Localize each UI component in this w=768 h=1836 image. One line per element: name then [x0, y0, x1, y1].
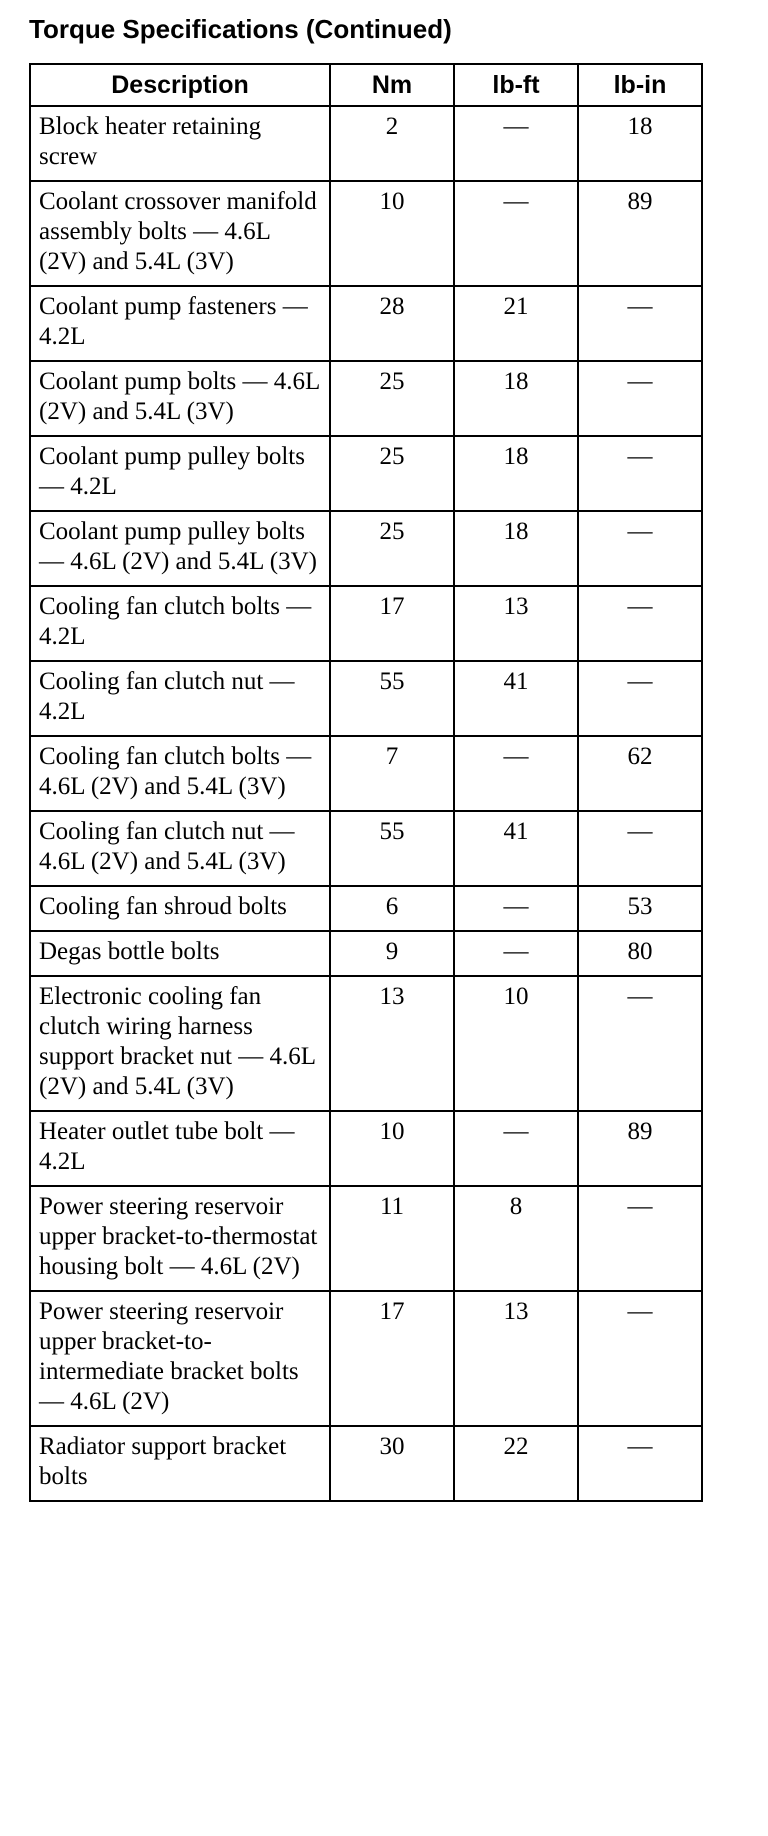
cell-lbft: 13: [454, 1291, 578, 1426]
cell-nm: 55: [330, 661, 454, 736]
cell-nm: 11: [330, 1186, 454, 1291]
table-row: [30, 1111, 702, 1186]
cell-lbft: —: [454, 886, 578, 931]
cell-lbft: 18: [454, 361, 578, 436]
cell-nm: 17: [330, 586, 454, 661]
cell-lbin: —: [578, 436, 702, 511]
cell-description: Coolant pump pulley bolts — 4.2L: [30, 436, 330, 511]
cell-lbft: —: [454, 181, 578, 286]
cell-nm: 25: [330, 361, 454, 436]
cell-lbft: 8: [454, 1186, 578, 1291]
torque-spec-table: [29, 63, 703, 1502]
cell-lbin: 80: [578, 931, 702, 976]
table-header-row: [30, 64, 702, 106]
cell-nm: 28: [330, 286, 454, 361]
cell-nm: 9: [330, 931, 454, 976]
cell-nm: 30: [330, 1426, 454, 1501]
cell-description: Coolant pump fasteners — 4.2L: [30, 286, 330, 361]
cell-description: Power steering reservoir upper bracket-to-intermediate bracket bolts — 4.6L (2V): [30, 1291, 330, 1426]
cell-description: Coolant pump bolts — 4.6L (2V) and 5.4L (3V): [30, 361, 330, 436]
cell-lbft: —: [454, 736, 578, 811]
cell-nm: 10: [330, 181, 454, 286]
cell-description: Power steering reservoir upper bracket-to-thermostat housing bolt — 4.6L (2V): [30, 1186, 330, 1291]
cell-lbin: 89: [578, 1111, 702, 1186]
table-row: [30, 811, 702, 886]
table-row: [30, 436, 702, 511]
cell-lbin: —: [578, 661, 702, 736]
cell-description: Cooling fan clutch nut — 4.2L: [30, 661, 330, 736]
cell-description: Cooling fan clutch bolts — 4.2L: [30, 586, 330, 661]
cell-lbin: —: [578, 1291, 702, 1426]
cell-lbin: —: [578, 511, 702, 586]
cell-lbft: —: [454, 106, 578, 181]
cell-nm: 10: [330, 1111, 454, 1186]
cell-description: Cooling fan clutch bolts — 4.6L (2V) and 5.4L (3V): [30, 736, 330, 811]
cell-lbft: 41: [454, 811, 578, 886]
cell-nm: 25: [330, 511, 454, 586]
table-row: [30, 586, 702, 661]
table-row: [30, 1426, 702, 1501]
table-row: [30, 976, 702, 1111]
cell-description: Heater outlet tube bolt — 4.2L: [30, 1111, 330, 1186]
table-row: [30, 736, 702, 811]
cell-nm: 7: [330, 736, 454, 811]
header-description: Description: [30, 64, 330, 106]
cell-nm: 6: [330, 886, 454, 931]
header-nm: Nm: [330, 64, 454, 106]
cell-description: Block heater retaining screw: [30, 106, 330, 181]
cell-description: Coolant pump pulley bolts — 4.6L (2V) and 5.4L (3V): [30, 511, 330, 586]
table-row: [30, 1186, 702, 1291]
table-row: [30, 511, 702, 586]
table-row: [30, 661, 702, 736]
cell-nm: 55: [330, 811, 454, 886]
table-row: [30, 1291, 702, 1426]
header-lbin: lb-in: [578, 64, 702, 106]
cell-lbin: 53: [578, 886, 702, 931]
table-row: [30, 181, 702, 286]
cell-lbft: 10: [454, 976, 578, 1111]
cell-lbft: —: [454, 1111, 578, 1186]
table-row: [30, 286, 702, 361]
cell-lbft: 18: [454, 511, 578, 586]
table-row: [30, 106, 702, 181]
page-title: Torque Specifications (Continued): [29, 14, 452, 44]
cell-description: Cooling fan shroud bolts: [30, 886, 330, 931]
table-row: [30, 931, 702, 976]
table-body: [30, 106, 702, 1501]
cell-lbin: 89: [578, 181, 702, 286]
cell-lbin: —: [578, 586, 702, 661]
cell-nm: 2: [330, 106, 454, 181]
cell-description: Degas bottle bolts: [30, 931, 330, 976]
cell-lbin: —: [578, 811, 702, 886]
cell-lbin: —: [578, 976, 702, 1111]
cell-lbin: —: [578, 361, 702, 436]
cell-lbft: 21: [454, 286, 578, 361]
cell-lbin: —: [578, 1186, 702, 1291]
cell-lbin: 62: [578, 736, 702, 811]
cell-lbin: —: [578, 286, 702, 361]
cell-description: Radiator support bracket bolts: [30, 1426, 330, 1501]
cell-nm: 17: [330, 1291, 454, 1426]
cell-nm: 25: [330, 436, 454, 511]
header-lbft: lb-ft: [454, 64, 578, 106]
cell-lbin: —: [578, 1426, 702, 1501]
cell-lbft: 41: [454, 661, 578, 736]
table-row: [30, 361, 702, 436]
cell-description: Cooling fan clutch nut — 4.6L (2V) and 5.4L (3V): [30, 811, 330, 886]
cell-description: Coolant crossover manifold assembly bolts — 4.6L (2V) and 5.4L (3V): [30, 181, 330, 286]
cell-lbft: —: [454, 931, 578, 976]
cell-lbft: 13: [454, 586, 578, 661]
table-row: [30, 886, 702, 931]
cell-nm: 13: [330, 976, 454, 1111]
cell-lbin: 18: [578, 106, 702, 181]
cell-description: Electronic cooling fan clutch wiring harness support bracket nut — 4.6L (2V) and 5.4L (3V): [30, 976, 330, 1111]
cell-lbft: 22: [454, 1426, 578, 1501]
cell-lbft: 18: [454, 436, 578, 511]
